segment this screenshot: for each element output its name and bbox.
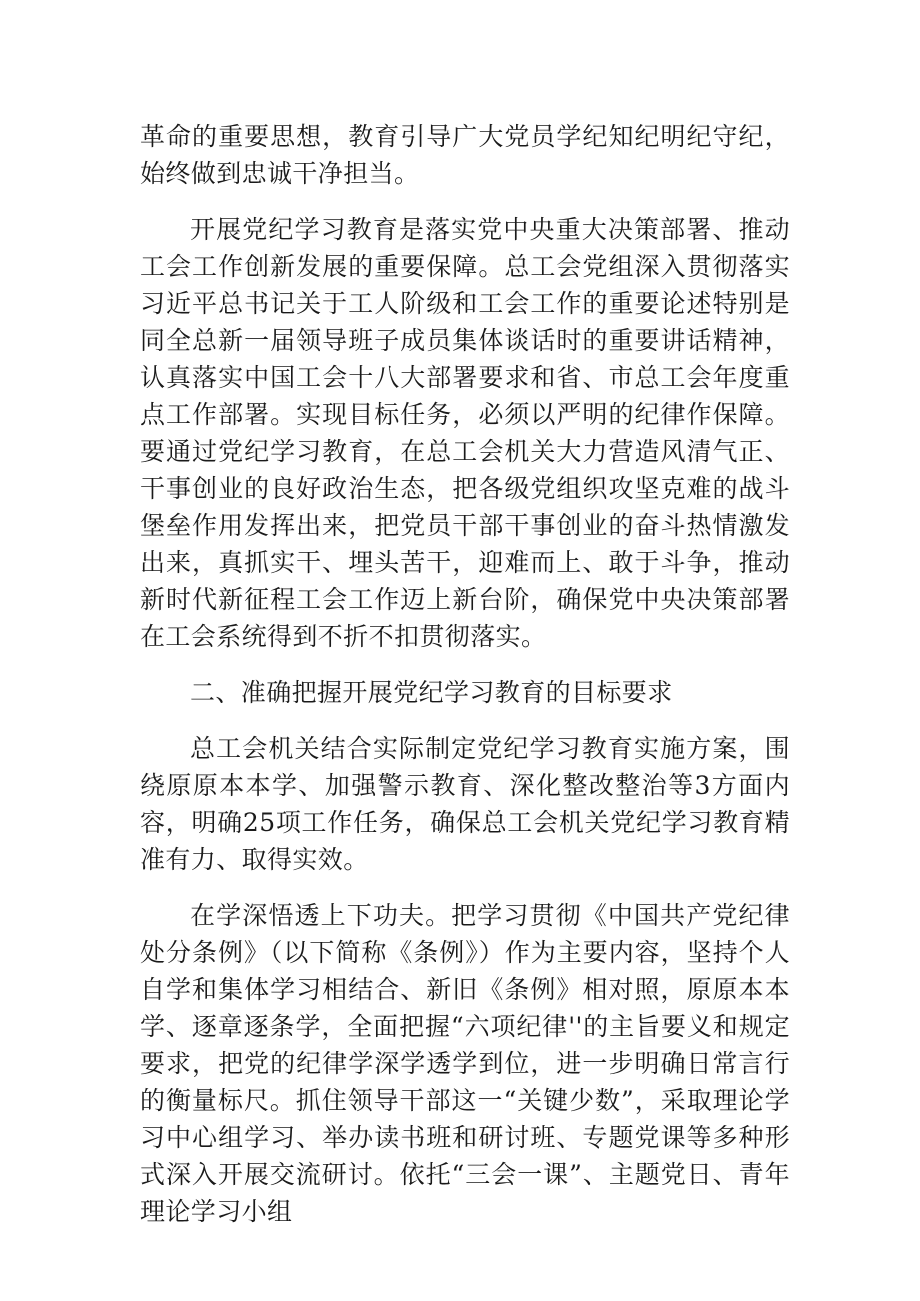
- document-body: [140, 118, 790, 1230]
- section-heading: 二、准确把握开展党纪学习教育的目标要求: [190, 678, 673, 707]
- paragraph-continuation: 革命的重要思想，教育引导广大党员学纪知纪明纪守纪，始终做到忠诚干净担当。: [140, 122, 790, 188]
- paragraph-plan: 总工会机关结合实际制定党纪学习教育实施方案，围绕原原本本学、加强警示教育、深化整改整治等3方面内容，明确25项工作任务，确保总工会机关党纪学习教育精准有力、取得实效。: [140, 734, 790, 874]
- paragraph-importance: 开展党纪学习教育是落实党中央重大决策部署、推动工会工作创新发展的重要保障。总工会党组深入贯彻落实习近平总书记关于工人阶级和工会工作的重要论述特别是同全总新一届领导班子成员集体谈话时的重要讲话精神，认真落实中国工会十八大部署要求和省、市总工会年度重点工作部署。实现目标任务，必须以严明的纪律作保障。要通过党纪学习教育，在总工会机关大力营造风清气正、干事创业的良好政治生态，把各级党组织攻坚克难的战斗堡垒作用发挥出来，把党员干部干事创业的奋斗热情激发出来，真抓实干、埋头苦干，迎难而上、敢于斗争，推动新时代新征程工会工作迈上新台阶，确保党中央决策部署在工会系统得到不折不扣贯彻落实。: [140, 215, 790, 651]
- paragraph-study: 在学深悟透上下功夫。把学习贯彻《中国共产党纪律处分条例》（以下简称《条例》）作为主要内容，坚持个人自学和集体学习相结合、新旧《条例》相对照，原原本本学、逐章逐条学，全面把握“六项纪律''的主旨要义和规定要求，把党的纪律学深学透学到位，进一步明确日常言行的衡量标尺。抓住领导干部这一“关键少数”，采取理论学习中心组学习、举办读书班和研讨班、专题党课等多种形式深入开展交流研讨。依托“三会一课”、主题党日、青年理论学习小组: [140, 901, 790, 1226]
